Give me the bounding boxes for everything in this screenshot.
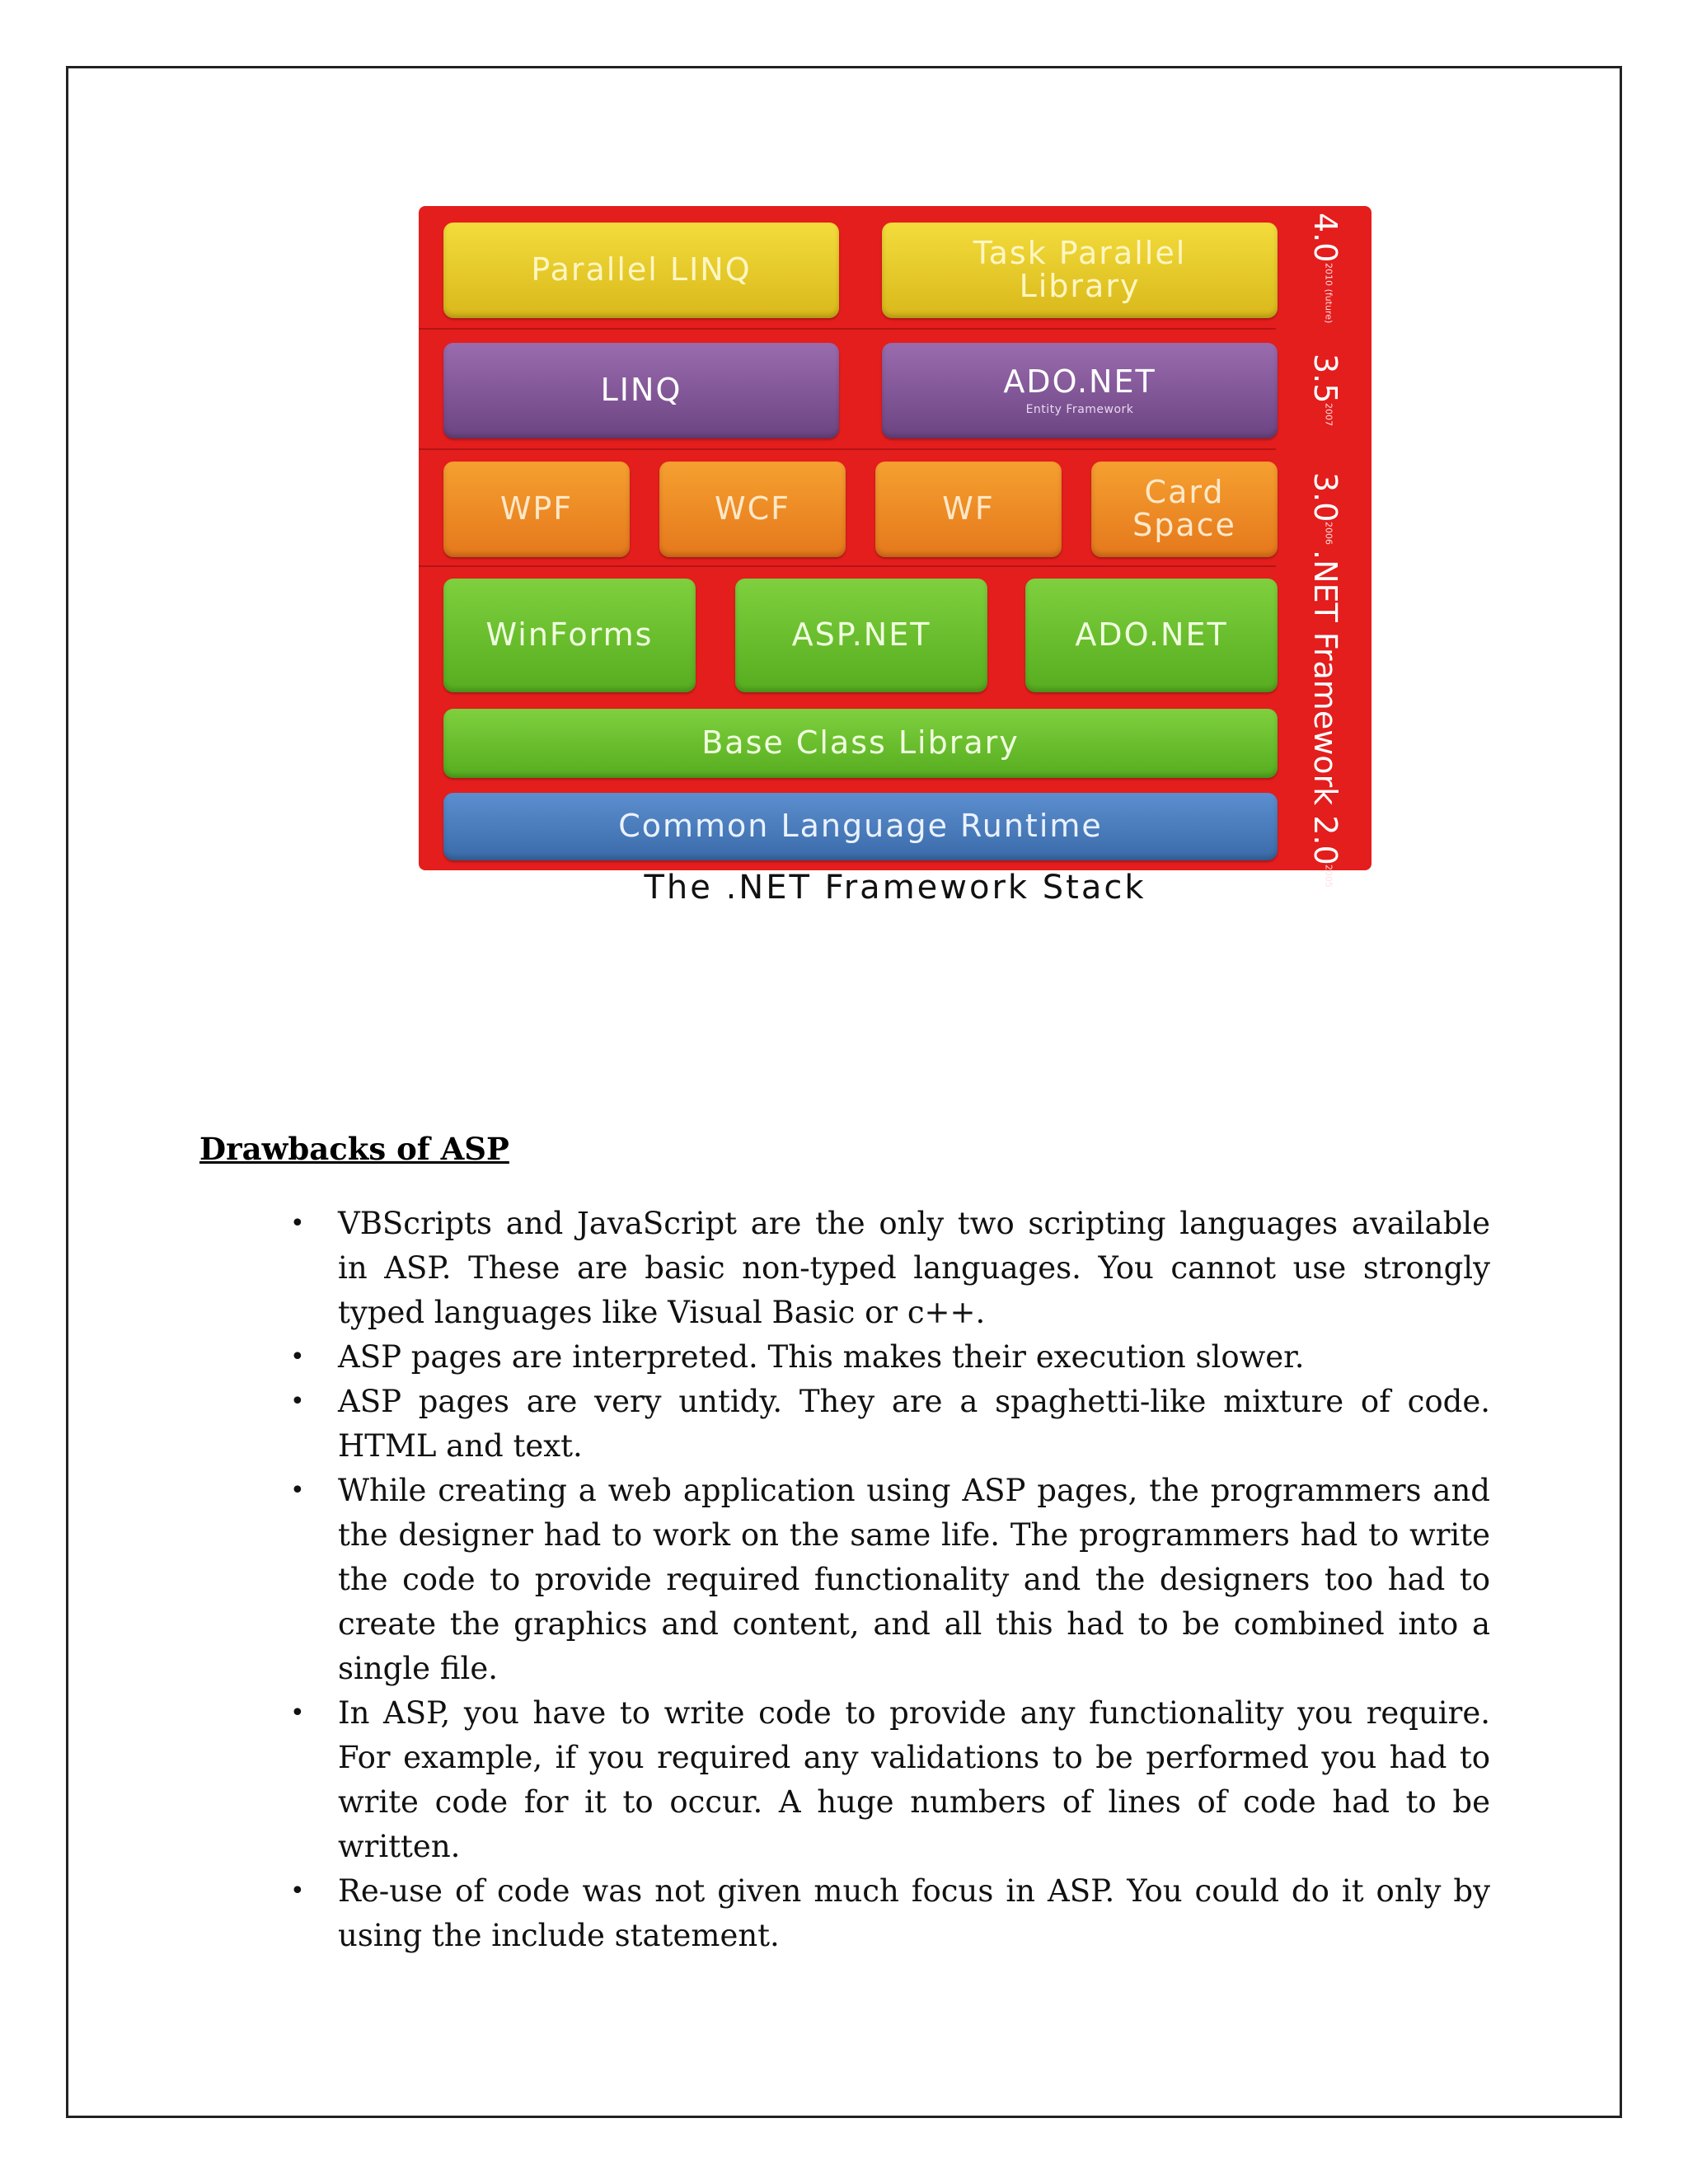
tier-2-0 (419, 567, 1276, 870)
list-item-text: VBScripts and JavaScript are the only two scripting languages available in ASP. These are basic non-typed languages. You cannot use strongly typed languages like Visual Basic or c++. (338, 1206, 1490, 1330)
list-item-text: ASP pages are interpreted. This makes their execution slower. (338, 1339, 1305, 1375)
block-wf (875, 462, 1062, 557)
block-label: Parallel LINQ (531, 251, 752, 288)
version-label-3-5 (1284, 330, 1367, 450)
block-common-language-runtime (443, 793, 1278, 860)
list-item-text: ASP pages are very untidy. They are a spaghetti-like mixture of code. HTML and text. (338, 1384, 1490, 1464)
list-item-text: While creating a web application using ASP pages, the programmers and the designer had to work on the same life. The programmers had to write the code to provide required functionality and the designers too had to create the graphics and content, and all this had to be combined into a single file. (338, 1473, 1490, 1686)
version-text: 3.5 (1307, 353, 1343, 404)
list-item (290, 1691, 1490, 1869)
tier-3-0 (419, 450, 1276, 567)
diagram-caption: The .NET Framework Stack (644, 869, 1146, 907)
version-label-2-0 (1284, 549, 1367, 888)
bullet-icon: • (290, 1209, 305, 1238)
block-label: Task Parallel Library (973, 235, 1187, 304)
block-label: ADO.NET (1003, 363, 1156, 400)
bullet-icon: • (290, 1343, 305, 1371)
block-label: ASP.NET (791, 616, 931, 654)
block-asp-net (735, 579, 987, 692)
block-label: WF (942, 490, 995, 527)
block-wcf (659, 462, 846, 557)
block-label: LINQ (600, 372, 682, 409)
block-label: Base Class Library (701, 724, 1020, 762)
block-linq (443, 343, 839, 438)
tier-4-0 (419, 206, 1276, 330)
block-label: Card Space (1132, 474, 1236, 543)
list-item (290, 1335, 1490, 1380)
bullet-icon: • (290, 1476, 305, 1505)
block-ado-net-entity (882, 343, 1278, 438)
block-label: WinForms (485, 616, 654, 654)
list-item (290, 1869, 1490, 1958)
version-label-4-0 (1284, 206, 1367, 330)
version-year: 2005 (1323, 865, 1334, 888)
block-wpf (443, 462, 630, 557)
block-label: Common Language Runtime (618, 808, 1103, 845)
list-item (290, 1380, 1490, 1469)
block-task-parallel-library (882, 223, 1278, 318)
list-item (290, 1202, 1490, 1335)
version-year: 2010 (future) (1323, 262, 1334, 323)
version-text: 4.0 (1307, 213, 1343, 263)
list-item (290, 1469, 1490, 1691)
block-label: WCF (715, 490, 790, 527)
bullet-icon: • (290, 1387, 305, 1416)
block-label: ADO.NET (1075, 616, 1228, 654)
block-winforms (443, 579, 696, 692)
bullet-icon: • (290, 1877, 305, 1905)
version-text: 3.0 (1307, 471, 1343, 523)
drawbacks-list (290, 1202, 1490, 1958)
section-heading: Drawbacks of ASP (199, 1131, 509, 1167)
block-label: WPF (499, 490, 574, 527)
version-year: 2006 (1323, 522, 1334, 546)
block-card-space (1091, 462, 1278, 557)
block-sublabel: Entity Framework (1025, 402, 1134, 416)
block-parallel-linq (443, 223, 839, 318)
block-base-class-library (443, 709, 1278, 778)
bullet-icon: • (290, 1699, 305, 1727)
block-ado-net (1025, 579, 1278, 692)
tier-3-5 (419, 330, 1276, 450)
version-year: 2007 (1323, 403, 1334, 427)
list-item-text: In ASP, you have to write code to provide any functionality you require. For example, if you required any validations to be performed you had to write code for it to occur. A huge numbers of lines of code had to be written. (338, 1695, 1490, 1864)
version-text: .NET Framework 2.0 (1307, 549, 1343, 865)
list-item-text: Re-use of code was not given much focus in ASP. You could do it only by using the include statement. (338, 1873, 1490, 1953)
